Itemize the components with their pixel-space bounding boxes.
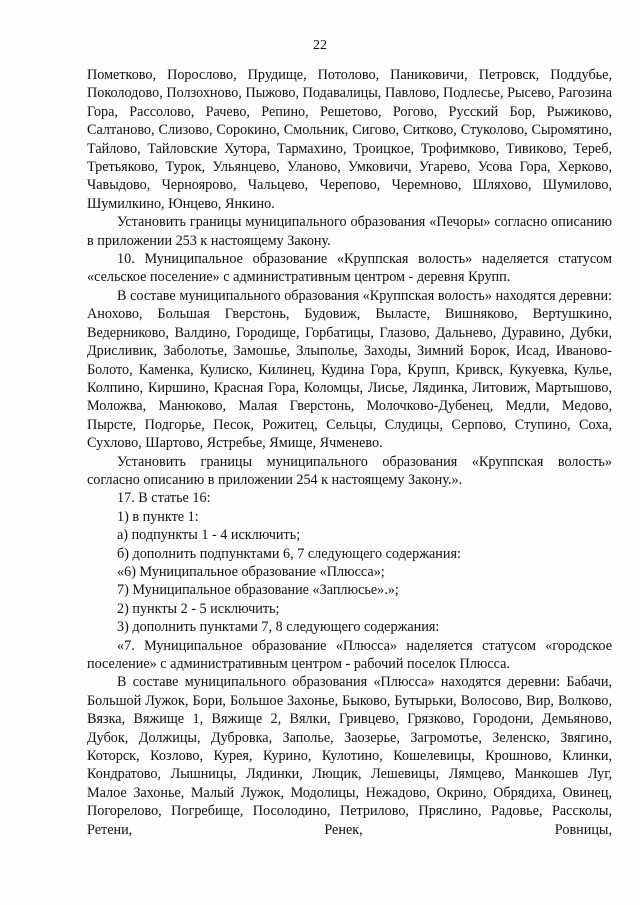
paragraph-subitem-b: б) дополнить подпунктами 6, 7 следующего содержания: bbox=[117, 545, 461, 562]
paragraph-plyussa-status: «7. Муниципальное образование «Плюсса» наделяется статусом «городское поселение» с административным центром - рабочий поселок Плюсса. bbox=[87, 637, 612, 672]
paragraph-quote-6: «6) Муниципальное образование «Плюсса»; bbox=[117, 563, 385, 580]
paragraph-quote-7: 7) Муниципальное образование «Заплюсье».»; bbox=[117, 582, 399, 599]
document-body bbox=[87, 66, 612, 839]
paragraph-item-17: 17. В статье 16: bbox=[117, 490, 211, 507]
paragraph-pechory-boundaries: Установить границы муниципального образования «Печоры» согласно описанию в приложении 253 к настоящему Закону. bbox=[87, 214, 612, 249]
paragraph-subitem-a: а) подпункты 1 - 4 исключить; bbox=[117, 527, 301, 544]
paragraph-plyussa-villages: В составе муниципального образования «Плюсса» находятся деревни: Бабачи, Большой Лужок, Бори, Большое Захонье, Быково, Бутырьки, Волосово, Вир, Волково, Вязка, Вяжище 1, Вяжище 2, Вялки, Гривцево, Грязково, Городони, Демьяново, Дубок, Должицы, Дубровка, Заполье, Заозерье, Загромотье, Зеленско, Звягино, Которск, Козлово, Курея, Курино, Кулотино, Кошелевицы, Крошново, Клинки, Кондратово, Лышницы, Лядинки, Лющик, Лешевицы, Лямцево, Манкошев Луг, Малое Захонье, Малый Лужок, Модолицы, Нежадово, Окрино, Обрядиха, Овинец, Погорелово, Погребище, Посолодино, Петрилово, Пряслино, Радовье, Рассколы, Ретени, Ренек, Ровницы, bbox=[87, 674, 612, 838]
paragraph-subitem-2: 2) пункты 2 - 5 исключить; bbox=[117, 600, 280, 617]
paragraph-kruppskaya-boundaries: Установить границы муниципального образования «Круппская волость» согласно описанию в приложении 254 к настоящему Закону.». bbox=[87, 453, 612, 488]
page-number: 22 bbox=[313, 38, 327, 53]
paragraph-item-10: 10. Муниципальное образование «Круппская волость» наделяется статусом «сельское поселение» с административным центром - деревня Крупп. bbox=[87, 251, 612, 286]
paragraph-kruppskaya-villages: В составе муниципального образования «Круппская волость» находятся деревни: Анохово, Большая Гверстонь, Будовиж, Выласте, Вишняково, Вертушкино, Ведерниково, Валдино, Городище, Горбатицы, Глазово, Дальнево, Дуравино, Дубки, Дрисливик, Заболотье, Замошье, Злыполье, Заходы, Зимний Борок, Исад, Иваново-Болото, Каменка, Кулиско, Килинец, Кудина Гора, Крупп, Кривск, Кукуевка, Кулье, Колпино, Киршино, Красная Гора, Коломцы, Лисье, Лядинка, Литовиж, Мартышово, Моложва, Манюково, Малая Гверстонь, Молочково-Дубенец, Медли, Медово, Пырсте, Подгорье, Песок, Рожитец, Сельцы, Слудицы, Серпово, Ступино, Соха, Сухлово, Шартово, Ястребье, Ямище, Ячменево. bbox=[87, 287, 612, 452]
paragraph-village-list-continued: Пометково, Порослово, Прудище, Потолово, Паниковичи, Петровск, Поддубье, Поколодово, Ползохново, Пыжово, Подавалицы, Павлово, Подлесье, Рысево, Рагозина Гора, Рассолово, Рачево, Репино, Решетово, Рогово, Русский Бор, Рыжиково, Салтаново, Слизово, Сорокино, Смольник, Сигово, Ситково, Стуколово, Сыромятино, Тайлово, Тайловские Хутора, Тармахино, Троицкое, Трофимково, Тивиково, Тереб, Третьяково, Турок, Ульянцево, Уланово, Умковичи, Угарево, Усова Гора, Херково, Чавыдово, Черноярово, Чальцево, Черепово, Черемново, Шляхово, Шумилово, Шумилкино, Юнцево, Янкино. bbox=[87, 67, 612, 212]
paragraph-subitem-1: 1) в пункте 1: bbox=[117, 508, 199, 525]
paragraph-subitem-3: 3) дополнить пунктами 7, 8 следующего содержания: bbox=[117, 619, 440, 636]
